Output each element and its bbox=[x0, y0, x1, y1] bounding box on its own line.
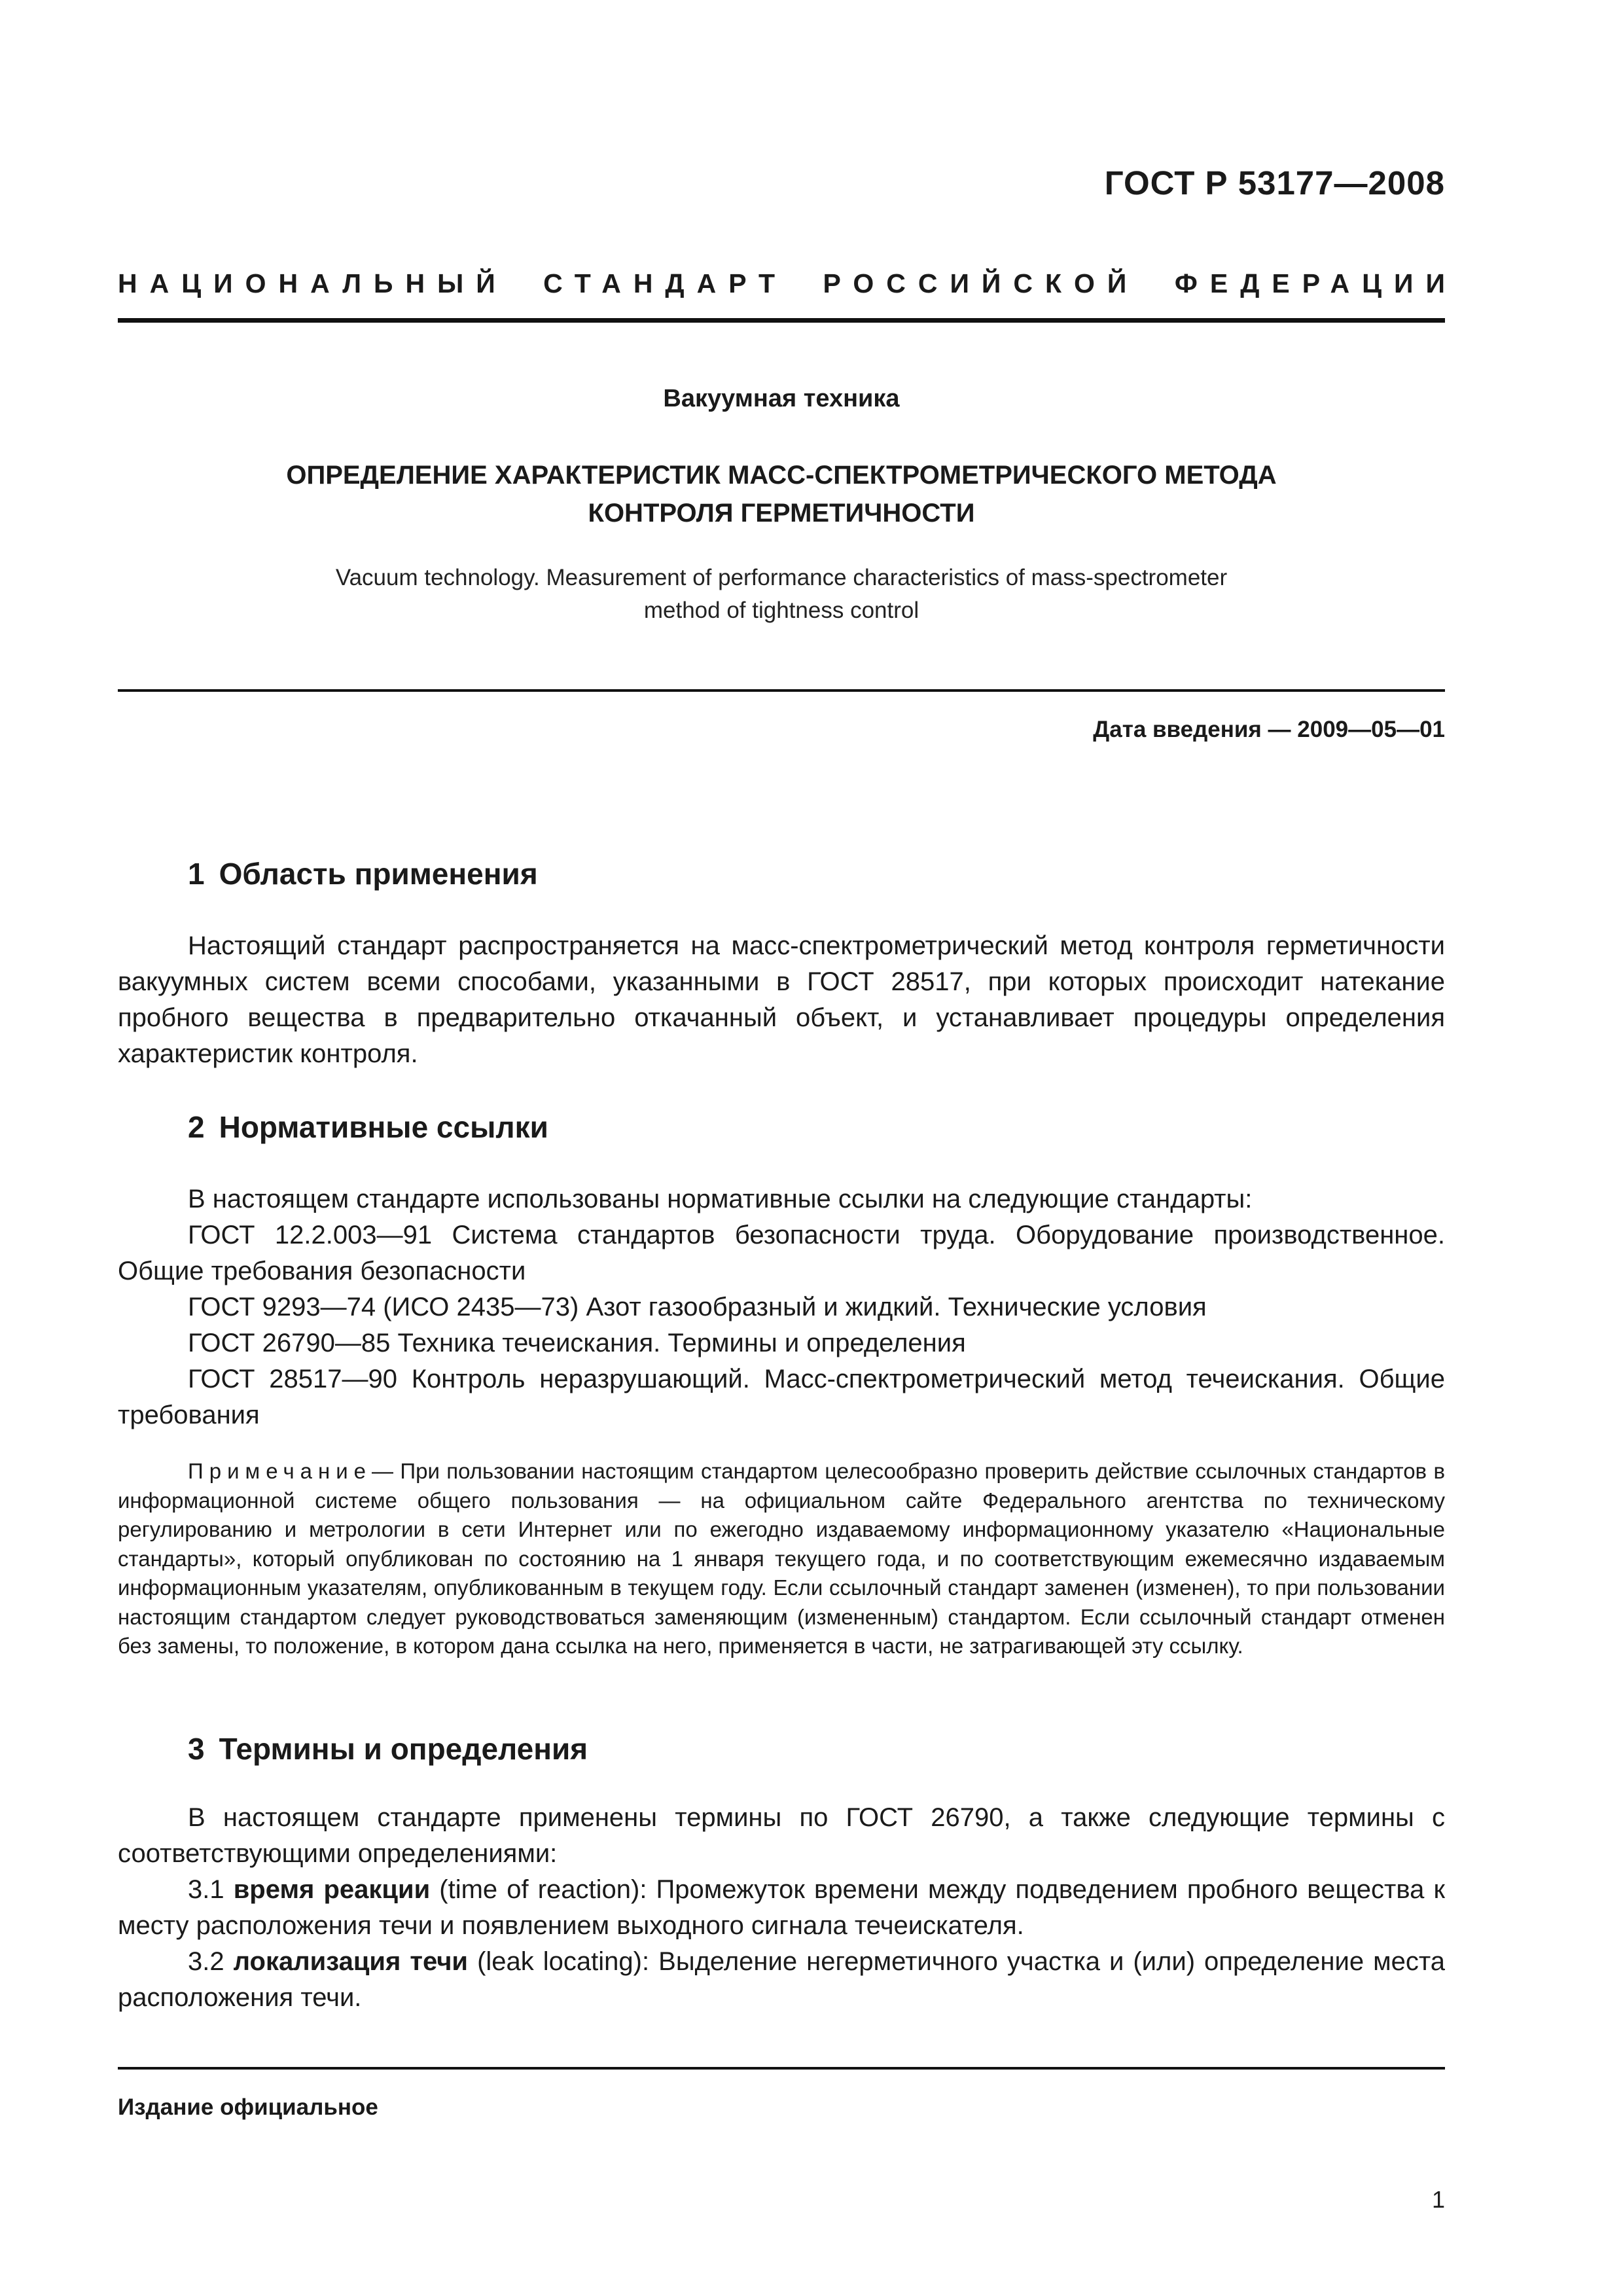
banner-word: НАЦИОНАЛЬНЫЙ bbox=[118, 268, 508, 298]
terms-intro: В настоящем стандарте применены термины по ГОСТ 26790, а также следующие термины с соответствующими определениями: bbox=[118, 1803, 1445, 1868]
introduction-date: Дата введения — 2009—05—01 bbox=[1093, 717, 1445, 742]
header-divider bbox=[118, 318, 1445, 323]
term-english: (leak locating): bbox=[477, 1947, 650, 1976]
document-number: ГОСТ Р 53177—2008 bbox=[1104, 164, 1445, 202]
term-text: Выделение негерметичного участка и (или) определение места расположения течи. bbox=[118, 1947, 1445, 2012]
term-definition bbox=[118, 1944, 1445, 2016]
note-text: — При пользовании настоящим стандартом целесообразно проверить действие ссылочных стандартов в информационной системе общего пользования — на официальном сайте Федерального агентства по техническому регулированию и метрологии в сети Интернет или по ежегодно издаваемому информационному указателю «Национальные стандарты», который опубликован по состоянию на 1 января текущего года, и по соответствующим ежемесячно издаваемым информационным указателям, опубликованным в текущем году. Если ссылочный стандарт заменен (изменен), то при пользовании настоящим стандартом следует руководствоваться заменяющим (измененным) стандартом. Если ссылочный стандарт отменен без замены, то положение, в котором дана ссылка на него, применяется в части, не затрагивающей эту ссылку. bbox=[118, 1459, 1445, 1658]
title-line: КОНТРОЛЯ ГЕРМЕТИЧНОСТИ bbox=[588, 499, 975, 528]
section-paragraph bbox=[118, 928, 1445, 1072]
national-standard-banner bbox=[118, 268, 1457, 299]
english-title-line: method of tightness control bbox=[643, 598, 919, 623]
title-divider bbox=[118, 689, 1445, 692]
english-title-line: Vacuum technology. Measurement of performance characteristics of mass-spectrometer bbox=[335, 565, 1228, 590]
term-definition bbox=[118, 1872, 1445, 1944]
section-title: Термины и определения bbox=[219, 1732, 588, 1766]
term-number: 3.2 bbox=[188, 1947, 224, 1976]
subject-line: Вакуумная техника bbox=[663, 385, 900, 412]
reference-item: ГОСТ 26790—85 Техника течеискания. Термины и определения bbox=[188, 1329, 966, 1357]
reference-item: ГОСТ 28517—90 Контроль неразрушающий. Масс-спектрометрический метод течеискания. Общие требования bbox=[118, 1365, 1445, 1429]
section-number: 2 bbox=[188, 1110, 205, 1144]
official-edition-label: Издание официальное bbox=[118, 2094, 378, 2120]
references-list bbox=[118, 1181, 1445, 1433]
document-title bbox=[118, 456, 1445, 532]
section-heading bbox=[188, 856, 538, 891]
banner-word: РОССИЙСКОЙ bbox=[823, 268, 1139, 298]
section-number: 3 bbox=[188, 1732, 205, 1766]
section-title: Область применения bbox=[219, 857, 538, 891]
section-heading bbox=[188, 1731, 588, 1767]
banner-word: ФЕДЕРАЦИИ bbox=[1174, 268, 1457, 298]
note-label: Примечание bbox=[188, 1459, 372, 1483]
term-name: время реакции bbox=[233, 1875, 431, 1904]
page-number: 1 bbox=[1431, 2186, 1445, 2213]
term-number: 3.1 bbox=[188, 1875, 224, 1904]
document-page bbox=[118, 0, 1457, 2296]
reference-item: ГОСТ 12.2.003—91 Система стандартов безопасности труда. Оборудование производственное. Общие требования безопасности bbox=[118, 1221, 1445, 1285]
section-heading bbox=[188, 1109, 548, 1145]
title-line: ОПРЕДЕЛЕНИЕ ХАРАКТЕРИСТИК МАСС-СПЕКТРОМЕТРИЧЕСКОГО МЕТОДА bbox=[286, 461, 1277, 490]
note-paragraph bbox=[118, 1457, 1445, 1661]
footer-divider bbox=[118, 2067, 1445, 2070]
term-name: локализация течи bbox=[233, 1947, 469, 1976]
term-text: Промежуток времени между подведением пробного вещества к месту расположения течи и появлением выходного сигнала течеискателя. bbox=[118, 1875, 1445, 1940]
section-number: 1 bbox=[188, 857, 205, 891]
terms-block bbox=[118, 1800, 1445, 2016]
reference-item: ГОСТ 9293—74 (ИСО 2435—73) Азот газообразный и жидкий. Технические условия bbox=[188, 1293, 1207, 1321]
references-intro: В настоящем стандарте использованы нормативные ссылки на следующие стандарты: bbox=[188, 1185, 1253, 1213]
banner-word: СТАНДАРТ bbox=[543, 268, 788, 298]
paragraph-text: Настоящий стандарт распространяется на масс-спектрометрический метод контроля герметичности вакуумных систем всеми способами, указанными в ГОСТ 28517, при которых происходит натекание пробного вещества в предварительно откачанный объект, и устанавливает процедуры определения характеристик контроля. bbox=[118, 931, 1445, 1068]
section-title: Нормативные ссылки bbox=[219, 1110, 548, 1144]
term-english: (time of reaction): bbox=[439, 1875, 647, 1904]
english-title bbox=[118, 562, 1445, 627]
